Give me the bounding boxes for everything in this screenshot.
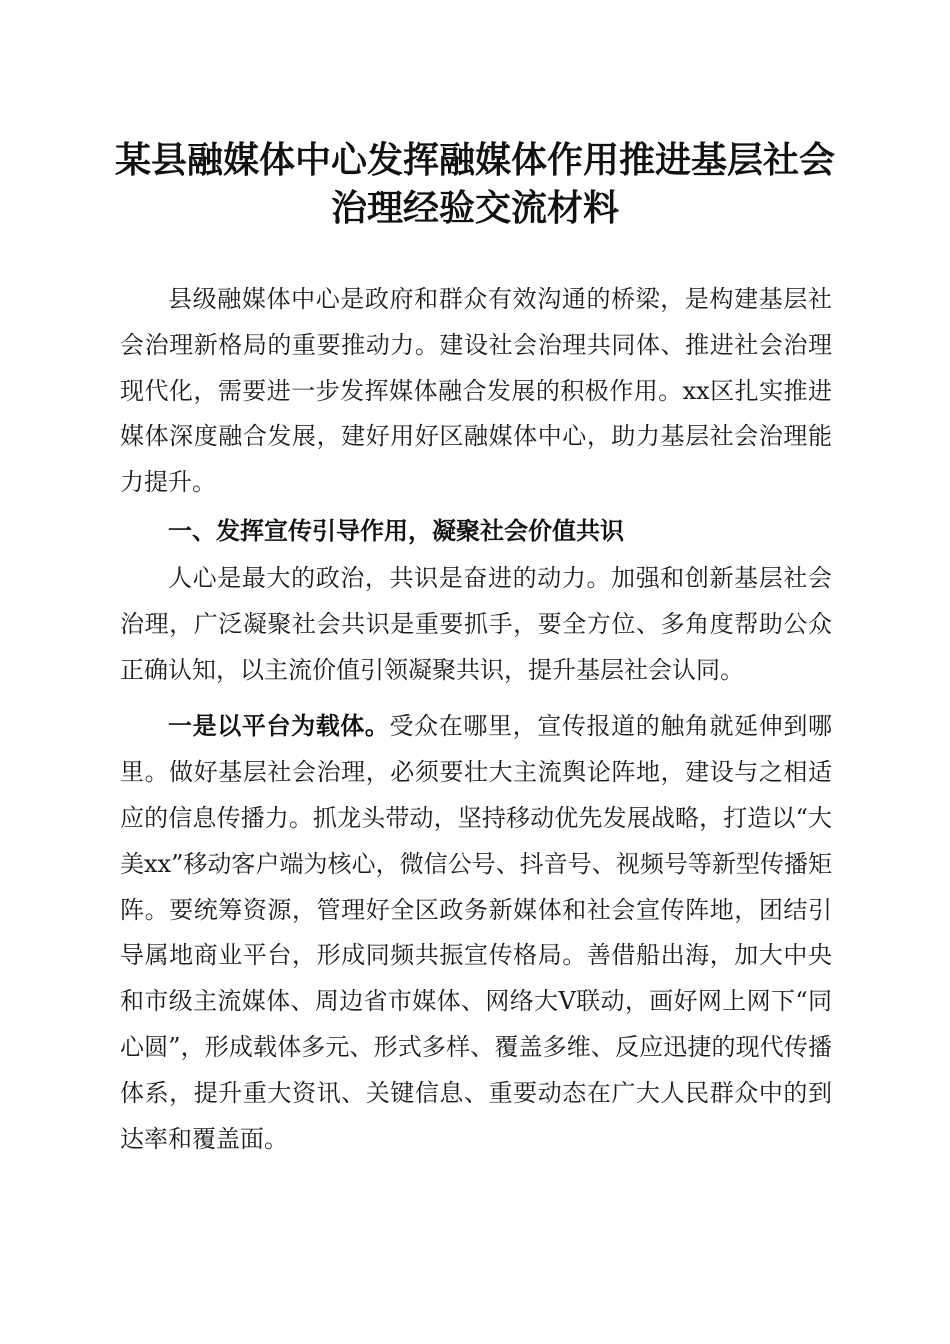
section-1-paragraph: 人心是最大的政治，共识是奋进的动力。加强和创新基层社会治理，广泛凝聚社会共识是重要抓手，要全方位、多角度帮助公众正确认知，以主流价值引领凝聚共识，提升基层社会认同。 — [120, 563, 832, 684]
section-1-heading: 一、发挥宣传引导作用，凝聚社会价值共识 — [168, 516, 624, 545]
document-body — [120, 277, 832, 1162]
point-1-paragraph — [120, 703, 832, 1162]
document-title-line-1: 某县融媒体中心发挥融媒体作用推进基层社会 — [114, 139, 835, 181]
document-title-line-2: 治理经验交流材料 — [330, 187, 619, 229]
intro-paragraph: 县级融媒体中心是政府和群众有效沟通的桥梁，是构建基层社会治理新格局的重要推动力。建设社会治理共同体、推进社会治理现代化，需要进一步发挥媒体融合发展的积极作用。xx区扎实推进媒体深度融合发展，建好用好区融媒体中心，助力基层社会治理能力提升。 — [120, 285, 832, 497]
point-1-text: 受众在哪里，宣传报道的触角就延伸到哪里。做好基层社会治理，必须要壮大主流舆论阵地，建设与之相适应的信息传播力。抓龙头带动，坚持移动优先发展战略，打造以“大美xx”移动客户端为核心，微信公号、抖音号、视频号等新型传播矩阵。要统筹资源，管理好全区政务新媒体和社会宣传阵地，团结引导属地商业平台，形成同频共振宣传格局。善借船出海，加大中央和市级主流媒体、周边省市媒体、网络大V联动，画好网上网下“同心圆”，形成载体多元、形式多样、覆盖多维、反应迅捷的现代传播体系，提升重大资讯、关键信息、重要动态在广大人民群众中的到达率和覆盖面。 — [120, 712, 833, 1153]
point-1-lead: 一是以平台为载体。 — [168, 711, 390, 741]
